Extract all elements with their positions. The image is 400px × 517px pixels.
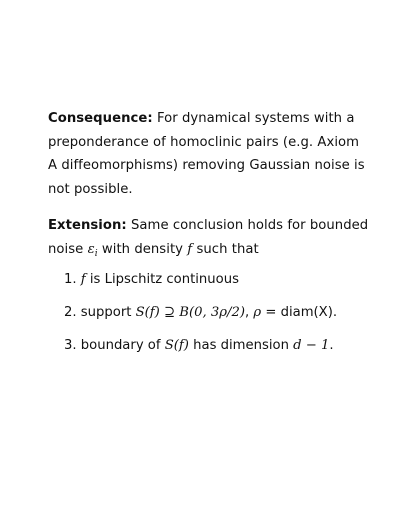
consequence-line-2: preponderance of homoclinic pairs (e.g. Axiom: [48, 134, 360, 150]
extension-line-1: [48, 214, 368, 238]
list-item-3: [64, 334, 384, 358]
list-item-1-number: 1.: [64, 272, 77, 287]
extension-text-density: with density: [97, 241, 188, 257]
list-item-3-period: .: [329, 338, 334, 353]
list-item-1: [64, 268, 384, 292]
list-item-2-diam: diam(X): [280, 305, 333, 320]
list-item-1-text: is Lipschitz continuous: [85, 272, 239, 287]
list-item-3-has-dimension: has dimension: [188, 338, 294, 353]
extension-paragraph: [48, 214, 368, 266]
list-item-2-comma: ,: [244, 305, 254, 320]
extension-heading: Extension:: [48, 218, 127, 233]
list-item-3-dimension: d − 1: [293, 338, 330, 353]
list-item-2-support: support: [76, 305, 136, 320]
list-item-3-set: S(f): [164, 338, 189, 353]
extension-text-such-that: such that: [192, 241, 259, 257]
list-item-3-boundary: boundary of: [76, 338, 165, 353]
list-item-2-equals: =: [261, 305, 281, 320]
epsilon-subscript: i: [94, 248, 98, 259]
list-item-1-f: f: [80, 272, 86, 287]
extension-text-1: Same conclusion holds for bounded: [126, 218, 369, 233]
list-item-2: [64, 301, 384, 325]
consequence-line-1: [48, 107, 368, 131]
list-item-2-rho: ρ: [253, 305, 262, 320]
epsilon-symbol: [88, 242, 98, 257]
epsilon-char: ε: [87, 241, 95, 257]
list-item-2-number: 2.: [64, 305, 77, 320]
list-item-2-set-expression: S(f) ⊇ B(0, 3ρ/2): [135, 305, 245, 320]
extension-line-2: [48, 238, 368, 267]
consequence-line-4: not possible.: [48, 181, 133, 197]
consequence-heading: Consequence:: [48, 111, 153, 126]
extension-text-noise: noise: [48, 241, 88, 257]
consequence-line-3: A diffeomorphisms) removing Gaussian noise is: [48, 158, 365, 173]
consequence-paragraph: [48, 107, 368, 201]
list-item-3-number: 3.: [64, 338, 77, 353]
list-item-2-period: .: [332, 305, 338, 320]
density-f-symbol: f: [187, 241, 193, 257]
consequence-text-1: For dynamical systems with a: [152, 111, 355, 126]
